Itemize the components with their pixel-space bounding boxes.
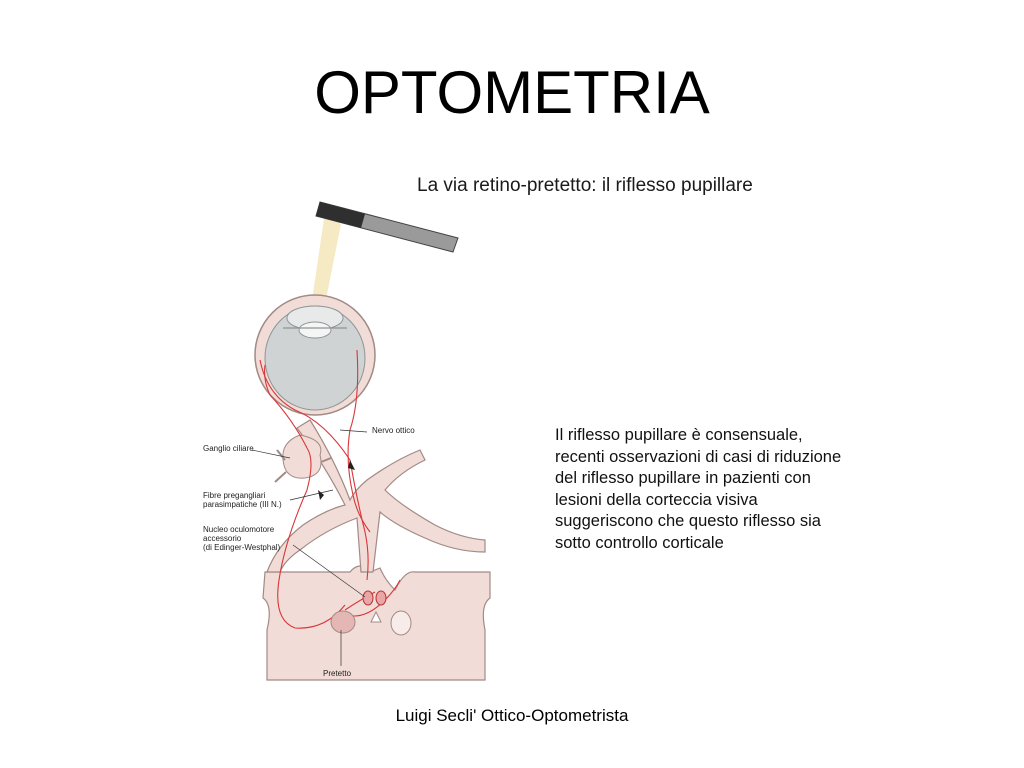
description-text: Il riflesso pupillare è consensuale, recenti osservazioni di casi di riduzione del riflesso pupillare in pazienti con lesioni della corteccia visiva suggeriscono che questo riflesso sia sotto controllo corticale — [555, 426, 842, 552]
label-ganglio-ciliare: Ganglio ciliare — [203, 444, 254, 453]
figure-title: La via retino-pretetto: il riflesso pupillare — [417, 175, 753, 196]
edinger-westphal-nucleus-left — [363, 591, 373, 605]
ciliary-ganglion — [283, 435, 321, 478]
label-nervo-ottico: Nervo ottico — [372, 426, 415, 435]
pretectum — [331, 611, 355, 633]
label-pretetto: Pretetto — [323, 669, 352, 678]
midbrain-section — [263, 566, 490, 680]
label-nucleo-oculomotore: Nucleo oculomotore accessorio (di Edinger-Westphal) — [203, 525, 281, 552]
label-fibre-pregangliari: Fibre pregangliari parasimpatiche (III N.) — [203, 491, 282, 509]
slide-footer: Luigi Secli' Ottico-Optometrista — [395, 706, 629, 725]
slide-title: OPTOMETRIA — [314, 59, 710, 126]
edinger-westphal-nucleus-right — [376, 591, 386, 605]
